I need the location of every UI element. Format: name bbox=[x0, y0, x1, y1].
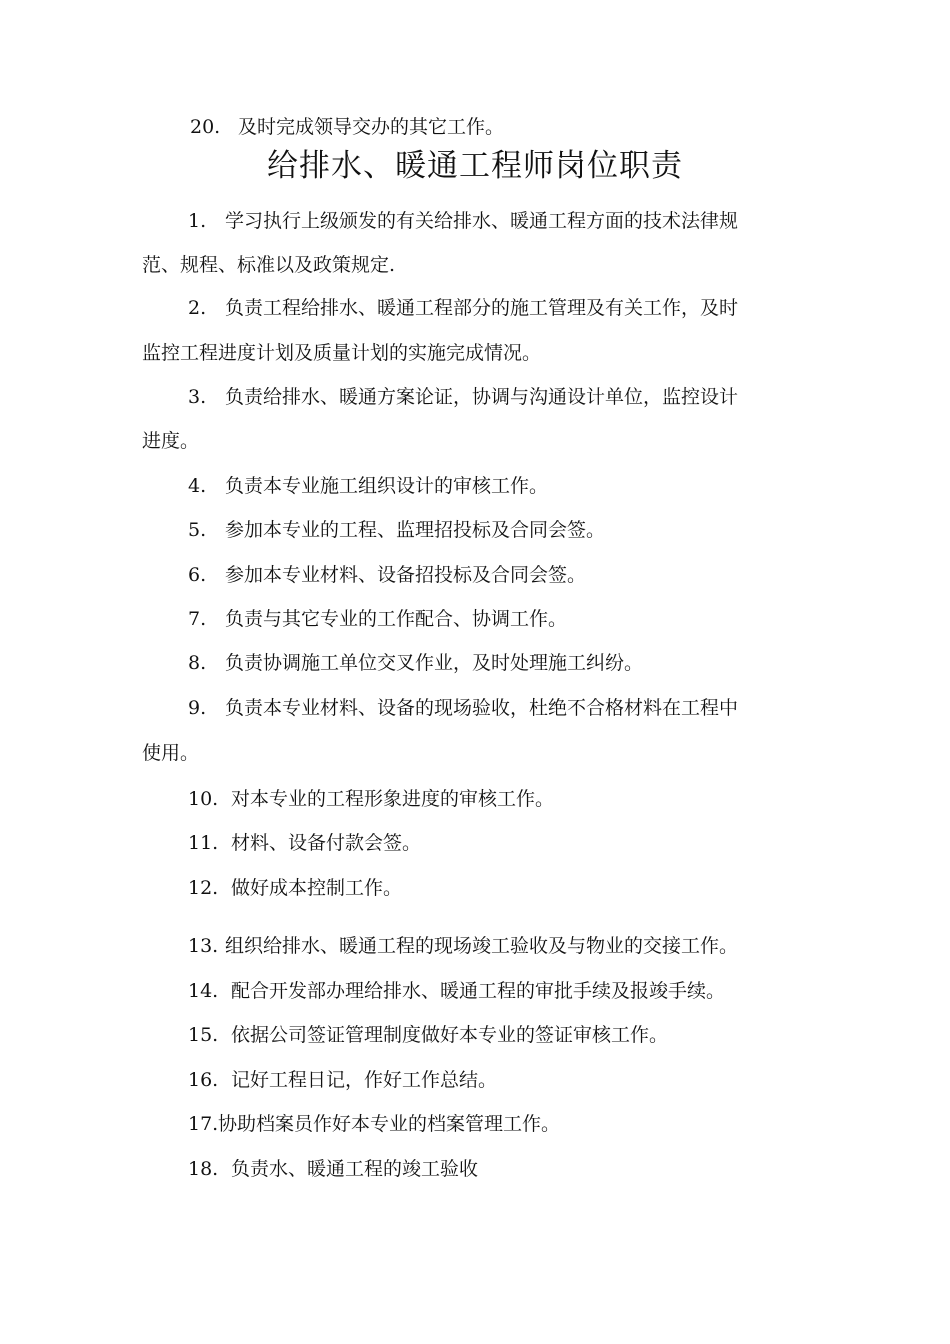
item-number: 5. bbox=[188, 519, 207, 541]
item-number: 2. bbox=[188, 297, 207, 319]
list-item bbox=[188, 1112, 560, 1136]
item-text: 材料、设备付款会签。 bbox=[231, 832, 422, 854]
list-item bbox=[188, 1023, 668, 1047]
list-item bbox=[188, 651, 643, 675]
item-number: 10. bbox=[188, 788, 219, 810]
list-item bbox=[188, 385, 738, 409]
item-text: 协助档案员作好本专业的档案管理工作。 bbox=[218, 1113, 561, 1135]
item-text: 做好成本控制工作。 bbox=[231, 877, 403, 899]
list-item bbox=[188, 787, 554, 811]
item-number: 9. bbox=[188, 697, 207, 719]
item-number: 1. bbox=[188, 210, 207, 232]
item-text: 负责与其它专业的工作配合、协调工作。 bbox=[225, 608, 568, 630]
item-number: 17. bbox=[188, 1113, 219, 1135]
item-text: 学习执行上级颁发的有关给排水、暖通工程方面的技术法律规 bbox=[225, 210, 739, 232]
list-item bbox=[188, 518, 605, 542]
item-text: 对本专业的工程形象进度的审核工作。 bbox=[231, 788, 555, 810]
item-text: 依据公司签证管理制度做好本专业的签证审核工作。 bbox=[231, 1024, 669, 1046]
item-number: 13. bbox=[188, 935, 219, 957]
list-item bbox=[188, 563, 586, 587]
list-item bbox=[188, 1068, 497, 1092]
item-number: 11. bbox=[188, 832, 219, 854]
item-number: 18. bbox=[188, 1158, 219, 1180]
list-item-continuation: 使用。 bbox=[142, 742, 200, 764]
page-title: 给排水、暖通工程师岗位职责 bbox=[267, 148, 683, 184]
list-item bbox=[188, 209, 738, 233]
list-item bbox=[188, 876, 402, 900]
list-item bbox=[188, 607, 567, 631]
list-item bbox=[188, 1157, 478, 1181]
list-item bbox=[188, 474, 548, 498]
list-item-continuation: 范、规程、标准以及政策规定. bbox=[142, 254, 396, 276]
item-number: 15. bbox=[188, 1024, 219, 1046]
previous-list-item bbox=[190, 115, 504, 139]
item-text: 参加本专业材料、设备招投标及合同会签。 bbox=[225, 564, 587, 586]
item-text: 记好工程日记，作好工作总结。 bbox=[231, 1069, 498, 1091]
item-number: 20. bbox=[190, 116, 221, 138]
item-text: 及时完成领导交办的其它工作。 bbox=[238, 116, 505, 138]
item-text: 负责给排水、暖通方案论证，协调与沟通设计单位，监控设计 bbox=[225, 386, 739, 408]
item-text: 负责本专业材料、设备的现场验收，杜绝不合格材料在工程中 bbox=[225, 697, 739, 719]
item-number: 7. bbox=[188, 608, 207, 630]
item-number: 14. bbox=[188, 980, 219, 1002]
item-text: 负责协调施工单位交叉作业，及时处理施工纠纷。 bbox=[225, 652, 644, 674]
item-text: 参加本专业的工程、监理招投标及合同会签。 bbox=[225, 519, 606, 541]
item-number: 6. bbox=[188, 564, 207, 586]
item-text: 负责水、暖通工程的竣工验收 bbox=[231, 1158, 479, 1180]
list-item-continuation: 监控工程进度计划及质量计划的实施完成情况。 bbox=[142, 342, 542, 364]
item-text: 负责工程给排水、暖通工程部分的施工管理及有关工作，及时 bbox=[225, 297, 739, 319]
item-text: 负责本专业施工组织设计的审核工作。 bbox=[225, 475, 549, 497]
item-text: 组织给排水、暖通工程的现场竣工验收及与物业的交接工作。 bbox=[225, 935, 739, 957]
item-number: 8. bbox=[188, 652, 207, 674]
list-item bbox=[188, 934, 738, 958]
item-number: 12. bbox=[188, 877, 219, 899]
item-text: 配合开发部办理给排水、暖通工程的审批手续及报竣手续。 bbox=[231, 980, 726, 1002]
item-number: 3. bbox=[188, 386, 207, 408]
item-number: 16. bbox=[188, 1069, 219, 1091]
item-number: 4. bbox=[188, 475, 207, 497]
list-item bbox=[188, 296, 738, 320]
list-item-continuation: 进度。 bbox=[142, 430, 200, 452]
list-item bbox=[188, 831, 421, 855]
list-item bbox=[188, 696, 738, 720]
list-item bbox=[188, 979, 725, 1003]
